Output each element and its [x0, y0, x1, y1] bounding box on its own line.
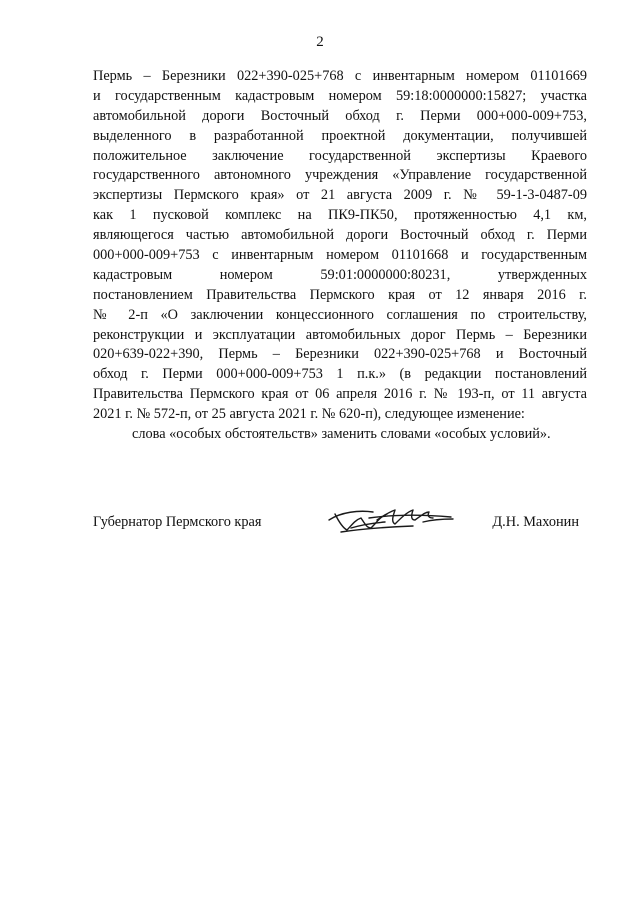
signer-title: Губернатор Пермского края: [93, 514, 262, 530]
change-line: слова «особых обстоятельств» заменить словами «особых условий».: [132, 426, 551, 443]
body-line: Пермь – Березники 022+390-025+768 с инвентарным номером 01101669: [93, 68, 587, 84]
body-line: государственного автономного учреждения «Управление государственной: [93, 167, 587, 184]
body-line: положительное заключение государственной экспертизы Краевого: [93, 147, 587, 164]
body-line: экспертизы Пермского края» от 21 августа 2009 г. № 59-1-3-0487-09: [93, 187, 587, 204]
body-line: как 1 пусковой комплекс на ПК9-ПК50, протяженностью 4,1 км,: [93, 207, 587, 224]
handwritten-signature: [321, 498, 461, 540]
body-line: 000+000-009+753 с инвентарным номером 01101668 и государственным: [93, 247, 587, 264]
body-line: 2021 г. № 572-п, от 25 августа 2021 г. № 620-п), следующее изменение:: [93, 406, 525, 423]
body-line: являющегося частью автомобильной дороги Восточный обход г. Перми: [93, 227, 587, 244]
signer-name: Д.Н. Махонин: [492, 514, 579, 530]
body-line: обход г. Перми 000+000-009+753 1 п.к.» (в редакции постановлений: [93, 366, 587, 383]
body-line: 020+639-022+390, Пермь – Березники 022+390-025+768 и Восточный: [93, 346, 587, 363]
body-line: № 2-п «О заключении концессионного соглашения по строительству,: [93, 306, 587, 323]
body-line: и государственным кадастровым номером 59:18:0000000:15827; участка: [93, 87, 587, 104]
page-number: 2: [316, 34, 324, 50]
body-line: автомобильной дороги Восточный обход г. Перми 000+000-009+753,: [93, 107, 587, 124]
body-line: реконструкции и эксплуатации автомобильных дорог Пермь – Березники: [93, 326, 587, 343]
body-line: Правительства Пермского края от 06 апреля 2016 г. № 193-п, от 11 августа: [93, 386, 587, 403]
body-line: кадастровым номером 59:01:0000000:80231, утвержденных: [93, 266, 587, 283]
body-text: [93, 67, 587, 445]
body-line: выделенного в разработанной проектной документации, получившей: [93, 127, 587, 144]
body-line: постановлением Правительства Пермского края от 12 января 2016 г.: [93, 286, 587, 303]
signature-block: [93, 510, 587, 540]
